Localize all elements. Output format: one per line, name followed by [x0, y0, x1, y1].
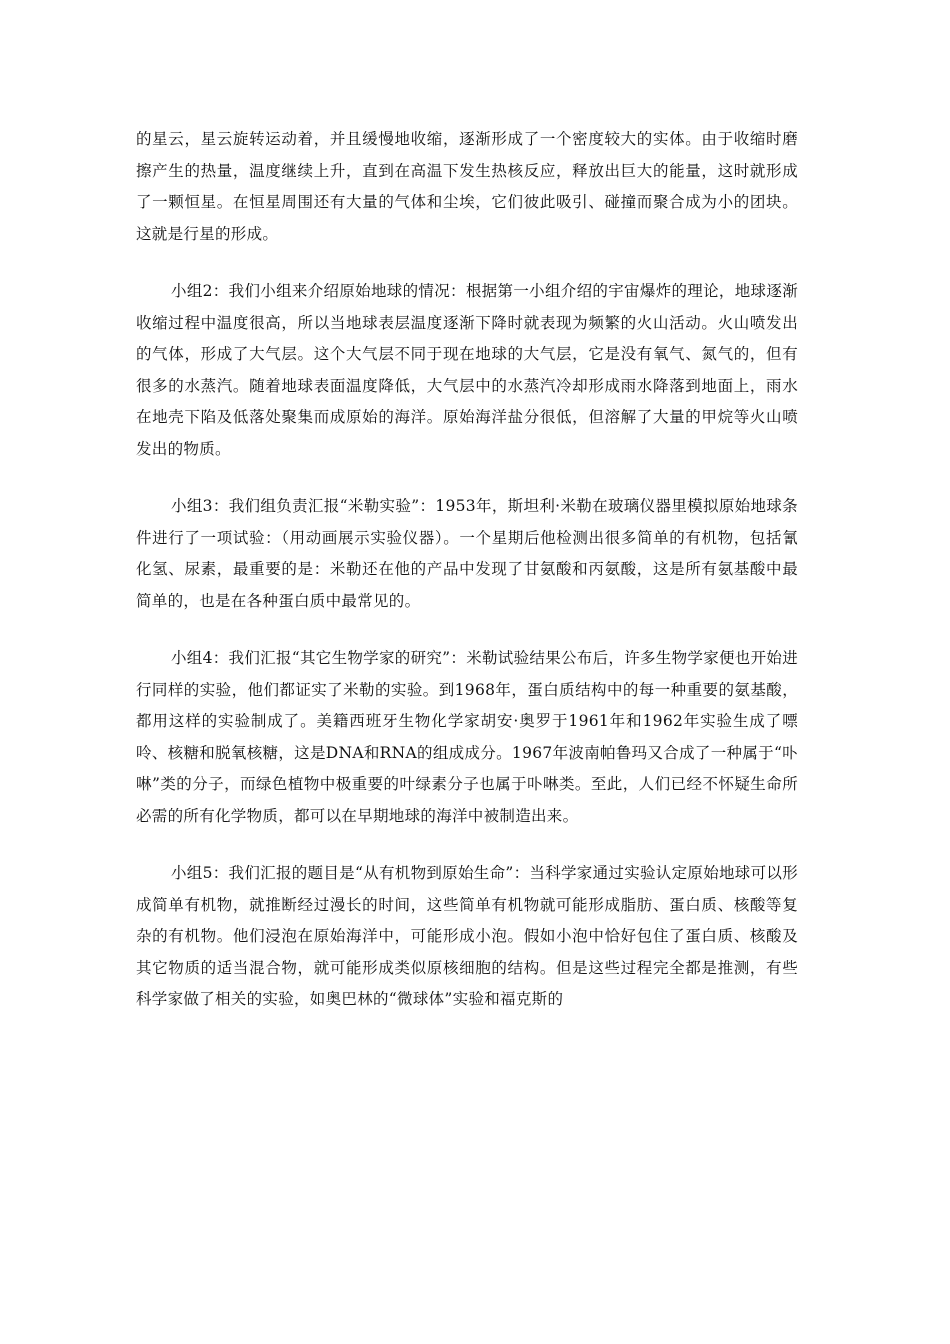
paragraph-group-4: 小组4：我们汇报“其它生物学家的研究”：米勒试验结果公布后，许多生物学家便也开始进行同样的实验，他们都证实了米勒的实验。到1968年，蛋白质结构中的每一种重要的氨基酸，都用这样的实验制成了。美籍西班牙生物化学家胡安·奥罗于1961年和1962年实验生成了嘌呤、核糖和脱氧核糖，这是DNA和RNA的组成成分。1967年波南帕鲁玛又合成了一种属于“卟啉”类的分子，而绿色植物中极重要的叶绿素分子也属于卟啉类。至此，人们已经不怀疑生命所必需的所有化学物质，都可以在早期地球的海洋中被制造出来。 — [136, 649, 799, 825]
document-body — [136, 124, 798, 1042]
paragraph-group-5: 小组5：我们汇报的题目是“从有机物到原始生命”：当科学家通过实验认定原始地球可以形成简单有机物，就推断经过漫长的时间，这些简单有机物就可能形成脂肪、蛋白质、核酸等复杂的有机物。他们浸泡在原始海洋中，可能形成小泡。假如小泡中恰好包住了蛋白质、核酸及其它物质的适当混合物，就可能形成类似原核细胞的结构。但是这些过程完全都是推测，有些科学家做了相关的实验，如奥巴林的“微球体”实验和福克斯的 — [136, 864, 799, 1008]
paragraph-star-formation: 的星云，星云旋转运动着，并且缓慢地收缩，逐渐形成了一个密度较大的实体。由于收缩时磨擦产生的热量，温度继续上升，直到在高温下发生热核反应，释放出巨大的能量，这时就形成了一颗恒星。在恒星周围还有大量的气体和尘埃，它们彼此吸引、碰撞而聚合成为小的团块。这就是行星的形成。 — [136, 130, 798, 243]
paragraph-group-3: 小组3：我们组负责汇报“米勒实验”：1953年，斯坦利·米勒在玻璃仪器里模拟原始地球条件进行了一项试验：（用动画展示实验仪器）。一个星期后他检测出很多简单的有机物，包括氰化氢、尿素，最重要的是：米勒还在他的产品中发现了甘氨酸和丙氨酸，这是所有氨基酸中最简单的，也是在各种蛋白质中最常见的。 — [136, 497, 798, 610]
paragraph-group-2: 小组2：我们小组来介绍原始地球的情况：根据第一小组介绍的宇宙爆炸的理论，地球逐渐收缩过程中温度很高，所以当地球表层温度逐渐下降时就表现为频繁的火山活动。火山喷发出的气体，形成了大气层。这个大气层不同于现在地球的大气层，它是没有氧气、氮气的，但有很多的水蒸汽。随着地球表面温度降低，大气层中的水蒸汽冷却形成雨水降落到地面上，雨水在地壳下陷及低落处聚集而成原始的海洋。原始海洋盐分很低，但溶解了大量的甲烷等火山喷发出的物质。 — [136, 282, 798, 458]
